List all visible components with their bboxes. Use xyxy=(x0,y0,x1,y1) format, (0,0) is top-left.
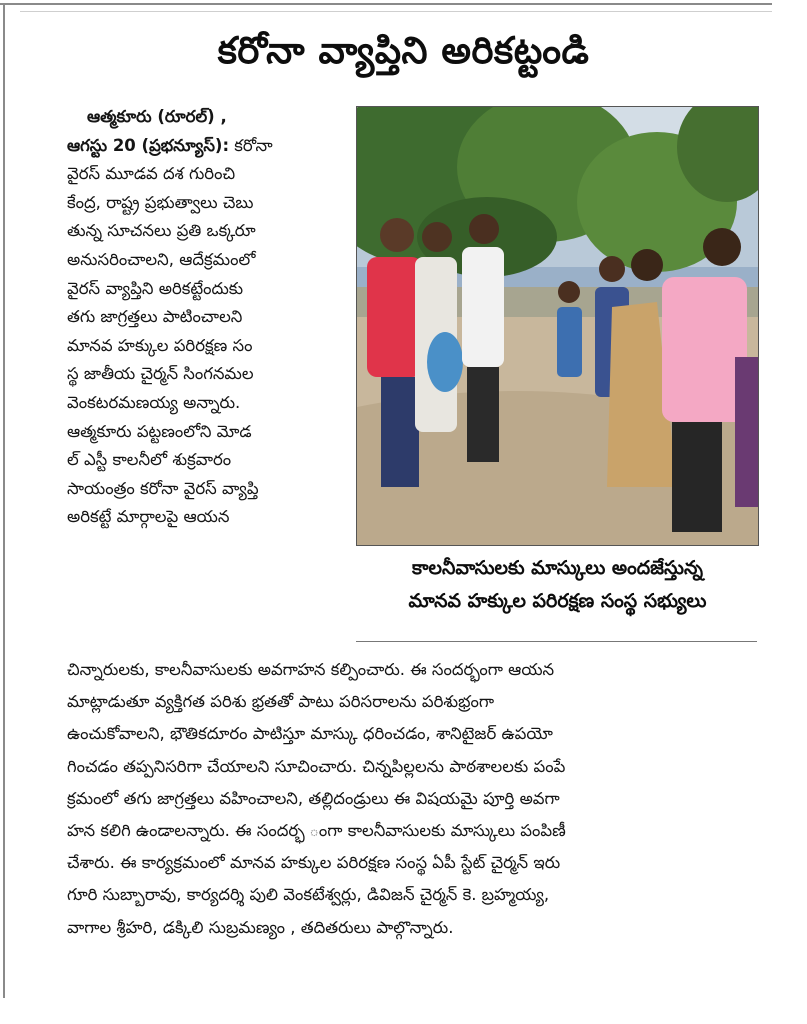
column-line: ఆత్మకూరు పట్టణంలోని మోడ xyxy=(67,421,252,441)
caption-line: మానవ హక్కుల పరిరక్షణ సంస్థ సభ్యులు xyxy=(408,590,707,612)
dateline-date-text: ఆగస్టు 20 (ప్రభన్యూస్): xyxy=(67,135,230,155)
caption-line: కాలనీవాసులకు మాస్కులు అందజేస్తున్న xyxy=(412,557,703,579)
body-line: చేశారు. ఈ కార్యక్రమంలో మానవ హక్కుల పరిరక్షణ సంస్థ ఏపీ స్టేట్ చైర్మన్ ఇరు xyxy=(67,853,561,873)
photo-caption xyxy=(356,552,759,618)
column-line: అనుసరించాలని, ఆదేక్రమంలో xyxy=(67,249,256,269)
body-line: హన కలిగి ఉండాలన్నారు. ఈ సందర్భ ంగా కాలనీవాసులకు మాస్కులు పంపిణీ xyxy=(67,820,566,840)
page-border-top xyxy=(0,3,772,5)
column-line: వెంకటరమణయ్య అన్నారు. xyxy=(67,392,241,412)
article-body-full-width xyxy=(67,654,767,944)
body-line: గూరి సుబ్బారావు, కార్యదర్శి పులి వెంకటేశ్వర్లు, డివిజన్ చైర్మన్ కె. బ్రహ్మయ్య, xyxy=(67,885,550,905)
article-headline: కరోనా వ్యాప్తిని అరికట్టండి xyxy=(217,29,590,72)
body-line: వాగాల శ్రీహరి, డక్కిలి సుబ్రమణ్యం , తదితరులు పాల్గొన్నారు. xyxy=(67,917,454,937)
column-line: వైరస్ మూడవ దశ గురించి xyxy=(67,164,236,184)
top-rule xyxy=(20,11,772,12)
column-line: కేంద్ర, రాష్ట్ర ప్రభుత్వాలు చెబు xyxy=(67,192,254,212)
column-line: వైరస్ వ్యాప్తిని అరికట్టేందుకు xyxy=(67,278,244,298)
column-line: స్థ జాతీయ చైర్మన్ సింగనమల xyxy=(67,364,254,384)
body-line: క్రమంలో తగు జాగ్రత్తలు వహించాలని, తల్లిదండ్రులు ఈ విషయమై పూర్తి అవగా xyxy=(67,788,560,808)
dateline-place: ఆత్మకూరు (రూరల్) , xyxy=(87,107,227,126)
body-line: ఉంచుకోవాలని, భౌతికదూరం పాటిస్తూ మాస్కు ధరించడం, శానిటైజర్ ఉపయో xyxy=(67,724,553,744)
dateline-date xyxy=(67,132,339,161)
column-line: తగు జాగ్రత్తలు పాటించాలని xyxy=(67,307,243,327)
lead-text: కరోనా xyxy=(229,135,273,155)
column-line: ల్ ఎస్టీ కాలనీలో శుక్రవారం xyxy=(67,450,232,470)
body-line: గించడం తప్పనిసరిగా చేయాలని సూచించారు. చిన్నపిల్లలను పాఠశాలలకు పంపే xyxy=(67,756,566,776)
caption-divider xyxy=(356,641,757,642)
page-border-left xyxy=(3,3,5,998)
column-line: అరికట్టే మార్గాలపై ఆయన xyxy=(67,507,230,527)
column-line: మానవ హక్కుల పరిరక్షణ సం xyxy=(67,335,253,355)
news-photo xyxy=(356,106,759,546)
article-column xyxy=(67,103,339,532)
column-line: సాయంత్రం కరోనా వైరస్ వ్యాప్తి xyxy=(67,478,259,498)
column-line: తున్న సూచనలు ప్రతి ఒక్కరూ xyxy=(67,221,256,241)
body-line: చిన్నారులకు, కాలనీవాసులకు అవగాహన కల్పించారు. ఈ సందర్భంగా ఆయన xyxy=(67,660,555,679)
body-line: మాట్లాడుతూ వ్యక్తిగత పరిశు భ్రతతో పాటు పరిసరాలను పరిశుభ్రంగా xyxy=(67,692,495,712)
